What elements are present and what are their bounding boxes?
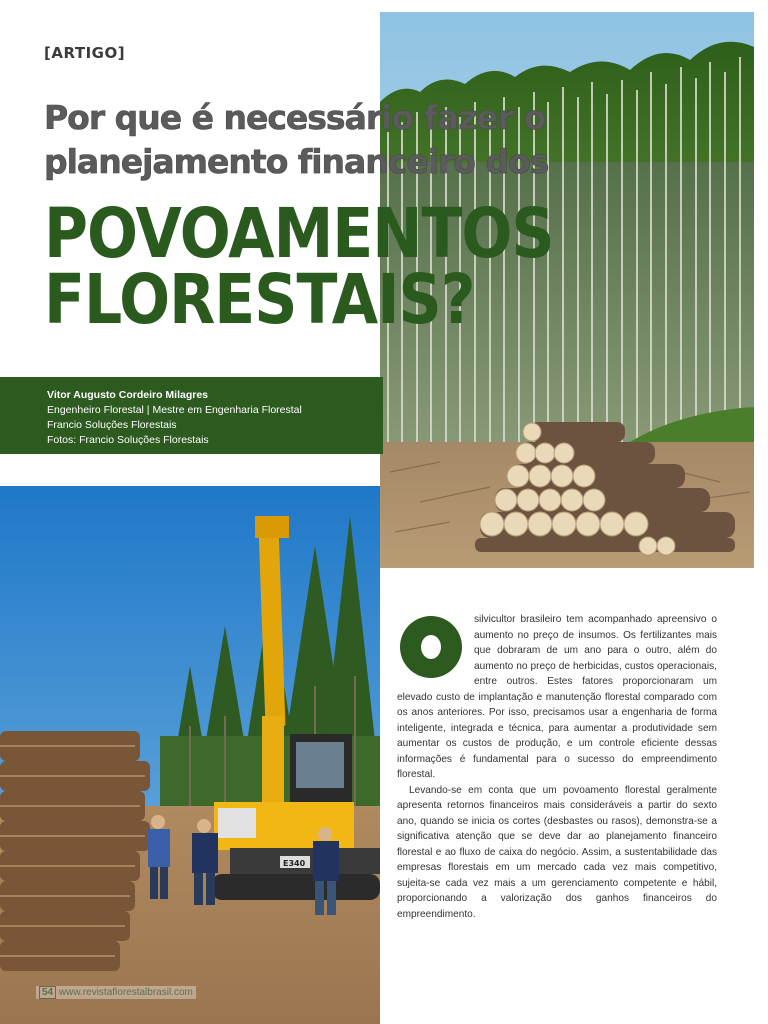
author-credentials: Engenheiro Florestal | Mestre em Engenharia Florestal [47, 404, 302, 416]
section-tag: [ARTIGO] [44, 44, 126, 62]
page-number: 54 [39, 986, 56, 999]
title-line-2: planejamento financeiro dos [44, 142, 549, 181]
excavator-plate-text: E340 [283, 859, 306, 868]
title-highlight-line-2: FLORESTAIS? [44, 259, 475, 341]
footer-site: www.revistaflorestalbrasil.com [58, 987, 193, 998]
excavator-logs-photo [0, 486, 380, 1024]
body-paragraph-2: Levando-se em conta que um povoamento florestal geralmente apresenta retornos financeiros mais consideráveis a partir do sexto ano, quando se inicia os cortes (desbastes ou rasos), demonstra-se a significativa atenção que se deve dar ao planejamento financeiro florestal e ao fluxo de caixa do negócio. Assim, a sustentabilidade das empresas florestais em um mercado cada vez mais competitivo, sujeita-se cada vez mais a um gerenciamento competente e hábil, proporcionando a valorização dos ganhos financeiros do empreendimento. [397, 784, 717, 920]
title-highlight-line-1: POVOAMENTOS [44, 193, 554, 275]
author-info-band [0, 377, 383, 454]
dropcap-letter-o [400, 616, 462, 678]
title-line-1: Por que é necessário fazer o [44, 98, 546, 137]
article-body [397, 612, 717, 922]
author-company: Francio Soluções Florestais [47, 419, 177, 431]
photo-credit: Fotos: Francio Soluções Florestais [47, 434, 209, 446]
page-footer [36, 986, 196, 999]
body-paragraph-1: silvicultor brasileiro tem acompanhado apreensivo o aumento no preço de insumos. Os fertilizantes mais que dobraram de um ano para o outro, além do aumento no preço de herbicidas, custos operacionais, entre outros. Estes fatores proporcionaram um elevado custo de implantação e manutenção florestal comparado com os anos anteriores. Por isso, precisamos usar a engenharia de forma inteligente, integrada e técnica, para aumentar a produtividade sem aumentar os custos de produção, e um controle eficiente dessas informações é fundamental para o sucesso do empreendimento florestal. [397, 614, 717, 780]
author-name: Vitor Augusto Cordeiro Milagres [47, 389, 209, 401]
